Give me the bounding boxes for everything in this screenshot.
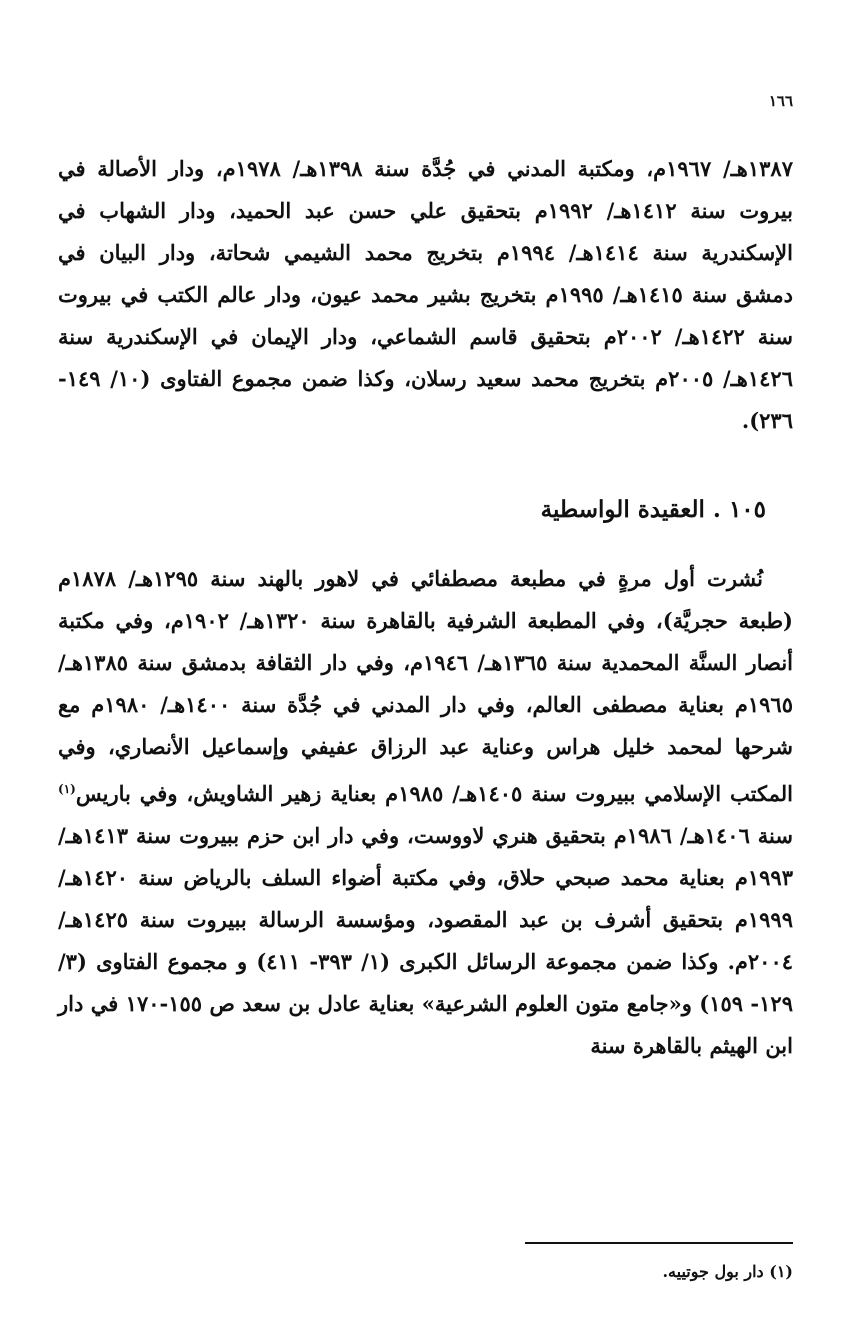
body-paragraph (58, 558, 793, 1067)
page-number: ١٦٦ (768, 92, 793, 110)
footnote-separator (525, 1242, 793, 1244)
footnote-reference: (١) (58, 782, 76, 796)
paragraph-text-part-2: سنة ١٤٠٦هـ/ ١٩٨٦م بتحقيق هنري لاووست، وفي دار ابن حزم ببيروت سنة ١٤١٣هـ/ ١٩٩٣م بعناية محمد صبحي حلاق، وفي مكتبة أضواء السلف بالرياض سنة ١٤٢٠هـ/ ١٩٩٩م بتحقيق أشرف بن عبد المقصود، ومؤسسة الرسالة ببيروت سنة ١٤٢٥هـ/ ٢٠٠٤م. وكذا ضمن مجموعة الرسائل الكبرى (١/ ٣٩٣- ٤١١) و مجموع الفتاوى (٣/ ١٢٩- ١٥٩) و«جامع متون العلوم الشرعية» بعناية عادل بن سعد ص ١٥٥-١٧٠ في دار ابن الهيثم بالقاهرة سنة (58, 823, 794, 1058)
section-heading: ١٠٥ . العقيدة الواسطية (540, 496, 766, 523)
body-paragraph-continued: ١٣٨٧هـ/ ١٩٦٧م، ومكتبة المدني في جُدَّة سنة ١٣٩٨هـ/ ١٩٧٨م، ودار الأصالة في بيروت سنة ١٤١٢هـ/ ١٩٩٢م بتحقيق علي حسن عبد الحميد، ودار الشهاب في الإسكندرية سنة ١٤١٤هـ/ ١٩٩٤م بتخريج محمد الشيمي شحاتة، ودار البيان في دمشق سنة ١٤١٥هـ/ ١٩٩٥م بتخريج بشير محمد عيون، ودار عالم الكتب في بيروت سنة ١٤٢٢هـ/ ٢٠٠٢م بتحقيق قاسم الشماعي، ودار الإيمان في الإسكندرية سنة ١٤٢٦هـ/ ٢٠٠٥م بتخريج محمد سعيد رسلان، وكذا ضمن مجموع الفتاوى (١٠/ ١٤٩- ٢٣٦). (58, 156, 794, 433)
paragraph-text-part-1: نُشرت أول مرةٍ في مطبعة مصطفائي في لاهور بالهند سنة ١٢٩٥هـ/ ١٨٧٨م (طبعة حجريَّة)، وفي المطبعة الشرفية بالقاهرة سنة ١٣٢٠هـ/ ١٩٠٢م، وفي مكتبة أنصار السنَّة المحمدية سنة ١٣٦٥هـ/ ١٩٤٦م، وفي دار الثقافة بدمشق سنة ١٣٨٥هـ/ ١٩٦٥م بعناية مصطفى العالم، وفي دار المدني في جُدَّة سنة ١٤٠٠هـ/ ١٩٨٠م مع شرحها لمحمد خليل هراس وعناية عبد الرزاق عفيفي وإسماعيل الأنصاري، وفي المكتب الإسلامي ببيروت سنة ١٤٠٥هـ/ ١٩٨٥م بعناية زهير الشاويش، وفي باريس (58, 566, 793, 806)
footnote-1: (١) دار بول جوتييه. (662, 1262, 793, 1281)
